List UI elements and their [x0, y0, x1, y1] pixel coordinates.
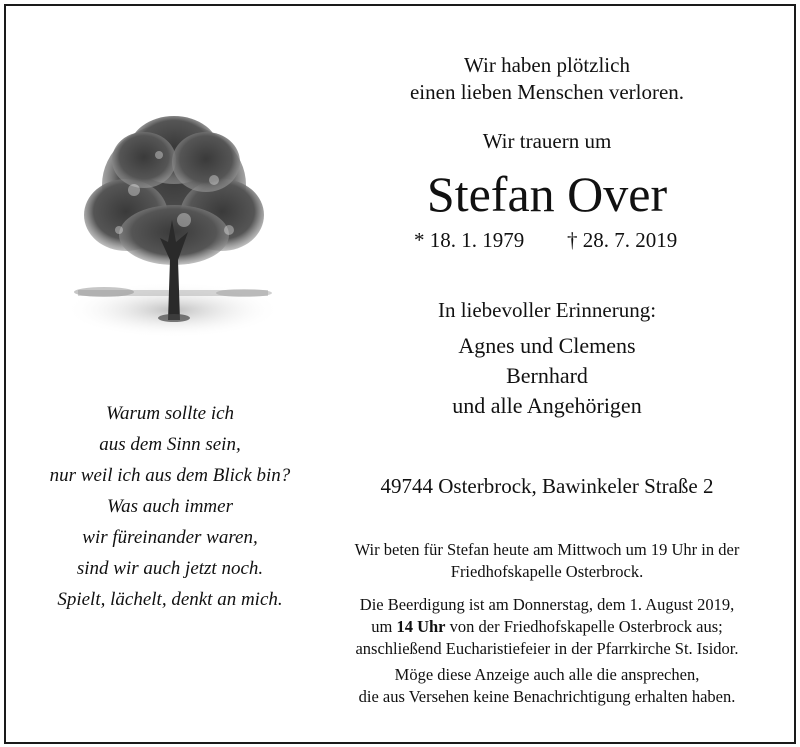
funeral-line: Die Beerdigung ist am Donnerstag, dem 1. August 2019, [359, 595, 735, 614]
tree-illustration [64, 110, 282, 342]
death-date: † 28. 7. 2019 [567, 228, 678, 252]
poem-line: Spielt, lächelt, denkt an mich. [57, 589, 283, 610]
prayer-line: Friedhofskapelle Osterbrock. [450, 562, 644, 581]
mourner-line: Bernhard [506, 363, 588, 388]
intro-text [330, 52, 764, 106]
deceased-name: Stefan Over [426, 166, 668, 222]
poem [10, 398, 330, 615]
mourners-list [330, 331, 764, 421]
address: 49744 Osterbrock, Bawinkeler Straße 2 [380, 474, 714, 498]
poem-line: aus dem Sinn sein, [99, 434, 241, 455]
mourn-line: Wir trauern um [482, 129, 612, 153]
closing-text [330, 664, 764, 708]
funeral-line: um 14 Uhr von der Friedhofskapelle Osterbrock aus; [371, 617, 723, 636]
poem-line: Was auch immer [107, 496, 233, 517]
mourner-line: Agnes und Clemens [458, 333, 636, 358]
funeral-time: 14 Uhr [396, 617, 446, 636]
memory-line: In liebevoller Erinnerung: [437, 298, 657, 322]
closing-line: die aus Versehen keine Benachrichtigung erhalten haben. [358, 687, 736, 706]
poem-line: wir füreinander waren, [82, 527, 258, 548]
poem-line: sind wir auch jetzt noch. [76, 558, 264, 579]
prayer-line: Wir beten für Stefan heute am Mittwoch um 19 Uhr in der [354, 540, 740, 559]
poem-line: nur weil ich aus dem Blick bin? [49, 465, 291, 486]
funeral-text [330, 594, 764, 660]
poem-line: Warum sollte ich [105, 403, 235, 424]
closing-line: Möge diese Anzeige auch alle die ansprechen, [394, 665, 700, 684]
prayer-text [330, 539, 764, 583]
intro-line: einen lieben Menschen verloren. [409, 80, 685, 104]
mourner-line: und alle Angehörigen [452, 393, 642, 418]
funeral-line: anschließend Eucharistiefeier in der Pfarrkirche St. Isidor. [355, 639, 739, 658]
intro-line: Wir haben plötzlich [464, 53, 630, 77]
birth-date: * 18. 1. 1979 [414, 228, 525, 252]
